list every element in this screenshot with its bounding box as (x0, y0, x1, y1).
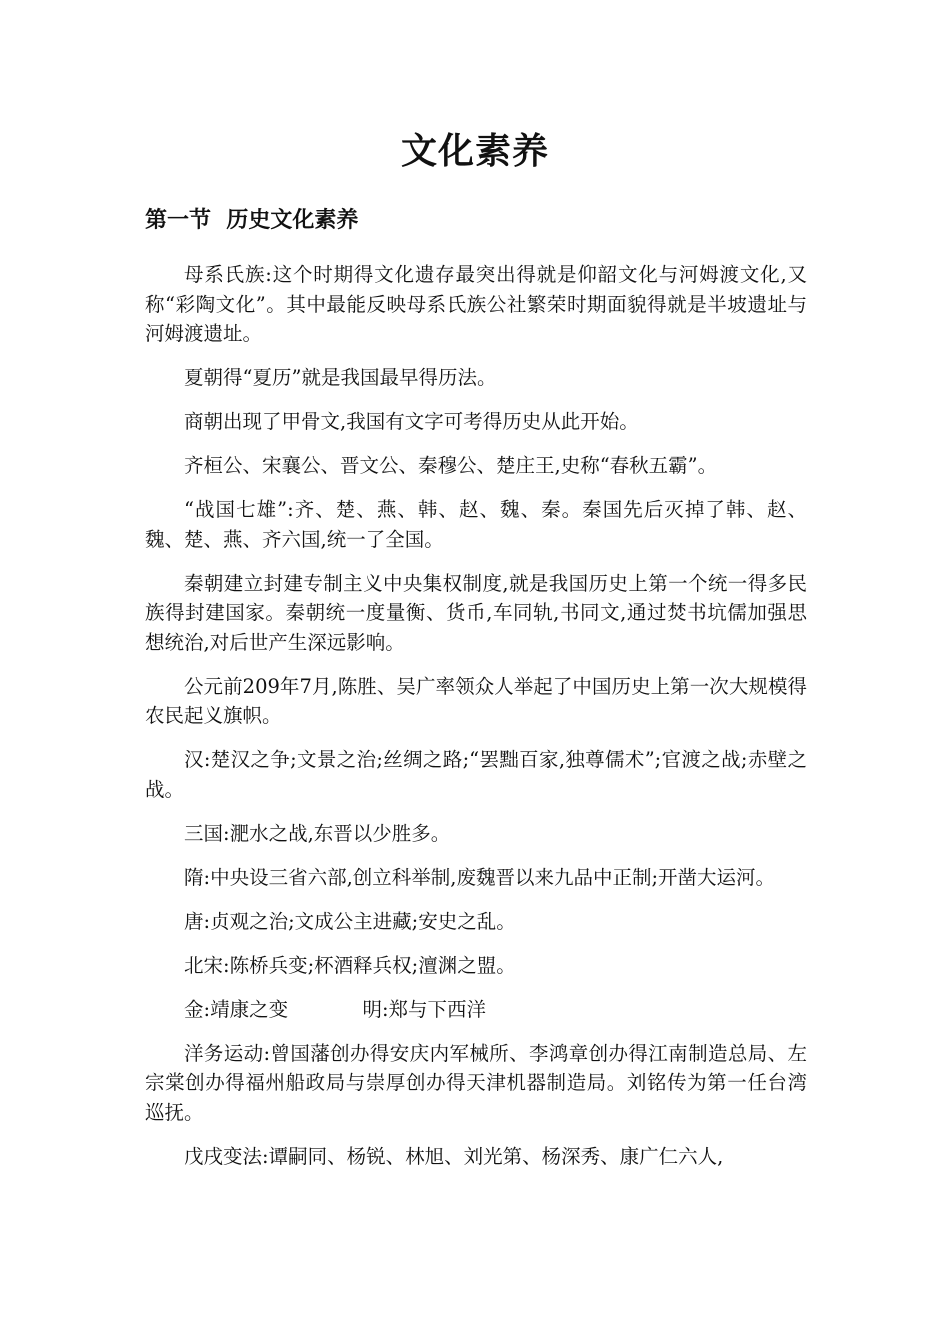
paragraph-hundred-days-reform: 戊戌变法:谭嗣同、杨锐、林旭、刘光第、杨深秀、康广仁六人, (184, 1144, 724, 1168)
paragraph-three-kingdoms: 三国:淝水之战,东晋以少胜多。 (184, 821, 451, 845)
paragraph-shang-oracle-bone: 商朝出现了甲骨文,我国有文字可考得历史从此开始。 (184, 410, 639, 433)
paragraph-five-hegemons: 齐桓公、宋襄公、晋文公、秦穆公、楚庄王,史称“春秋五霸”。 (184, 454, 718, 477)
paragraph-northern-song: 北宋:陈桥兵变;杯酒释兵权;澶渊之盟。 (184, 953, 516, 977)
section-heading: 第一节 历史文化素养 (145, 208, 359, 233)
document-title: 文化素养 (400, 131, 549, 172)
paragraph-jin-ming: 金:靖康之变 明:郑与下西洋 (184, 997, 487, 1021)
paragraph-han-dynasty: 汉:楚汉之争;文景之治;丝绸之路;“罢黜百家,独尊儒术”;官渡之战;赤壁之战。 (145, 748, 807, 801)
paragraph-xia-calendar: 夏朝得“夏历”就是我国最早得历法。 (184, 366, 497, 389)
paragraph-westernization-movement: 洋务运动:曾国藩创办得安庆内军械所、李鸿章创办得江南制造总局、左宗棠创办得福州船政局与崇厚创办得天津机器制造局。刘铭传为第一任台湾巡抚。 (145, 1041, 807, 1124)
paragraph-qin-dynasty: 秦朝建立封建专制主义中央集权制度,就是我国历史上第一个统一得多民族得封建国家。秦朝统一度量衡、货币,车同轨,书同文,通过焚书坑儒加强思想统治,对后世产生深远影响。 (145, 571, 807, 654)
paragraph-seven-warring-states: “战国七雄”:齐、楚、燕、韩、赵、魏、秦。秦国先后灭掉了韩、赵、魏、楚、燕、齐六国,统一了全国。 (145, 498, 807, 551)
paragraph-chen-sheng-wu-guang: 公元前209年7月,陈胜、吴广率领众人举起了中国历史上第一次大规模得农民起义旗帜。 (145, 674, 807, 727)
document-body (145, 260, 807, 1186)
paragraph-matriarchal-clan: 母系氏族:这个时期得文化遗存最突出得就是仰韶文化与河姆渡文化,又称“彩陶文化”。其中最能反映母系氏族公社繁荣时期面貌得就是半坡遗址与河姆渡遗址。 (145, 263, 807, 345)
paragraph-sui-dynasty: 隋:中央设三省六部,创立科举制,废魏晋以来九品中正制;开凿大运河。 (184, 865, 776, 889)
paragraph-tang-dynasty: 唐:贞观之治;文成公主进藏;安史之乱。 (184, 909, 516, 933)
